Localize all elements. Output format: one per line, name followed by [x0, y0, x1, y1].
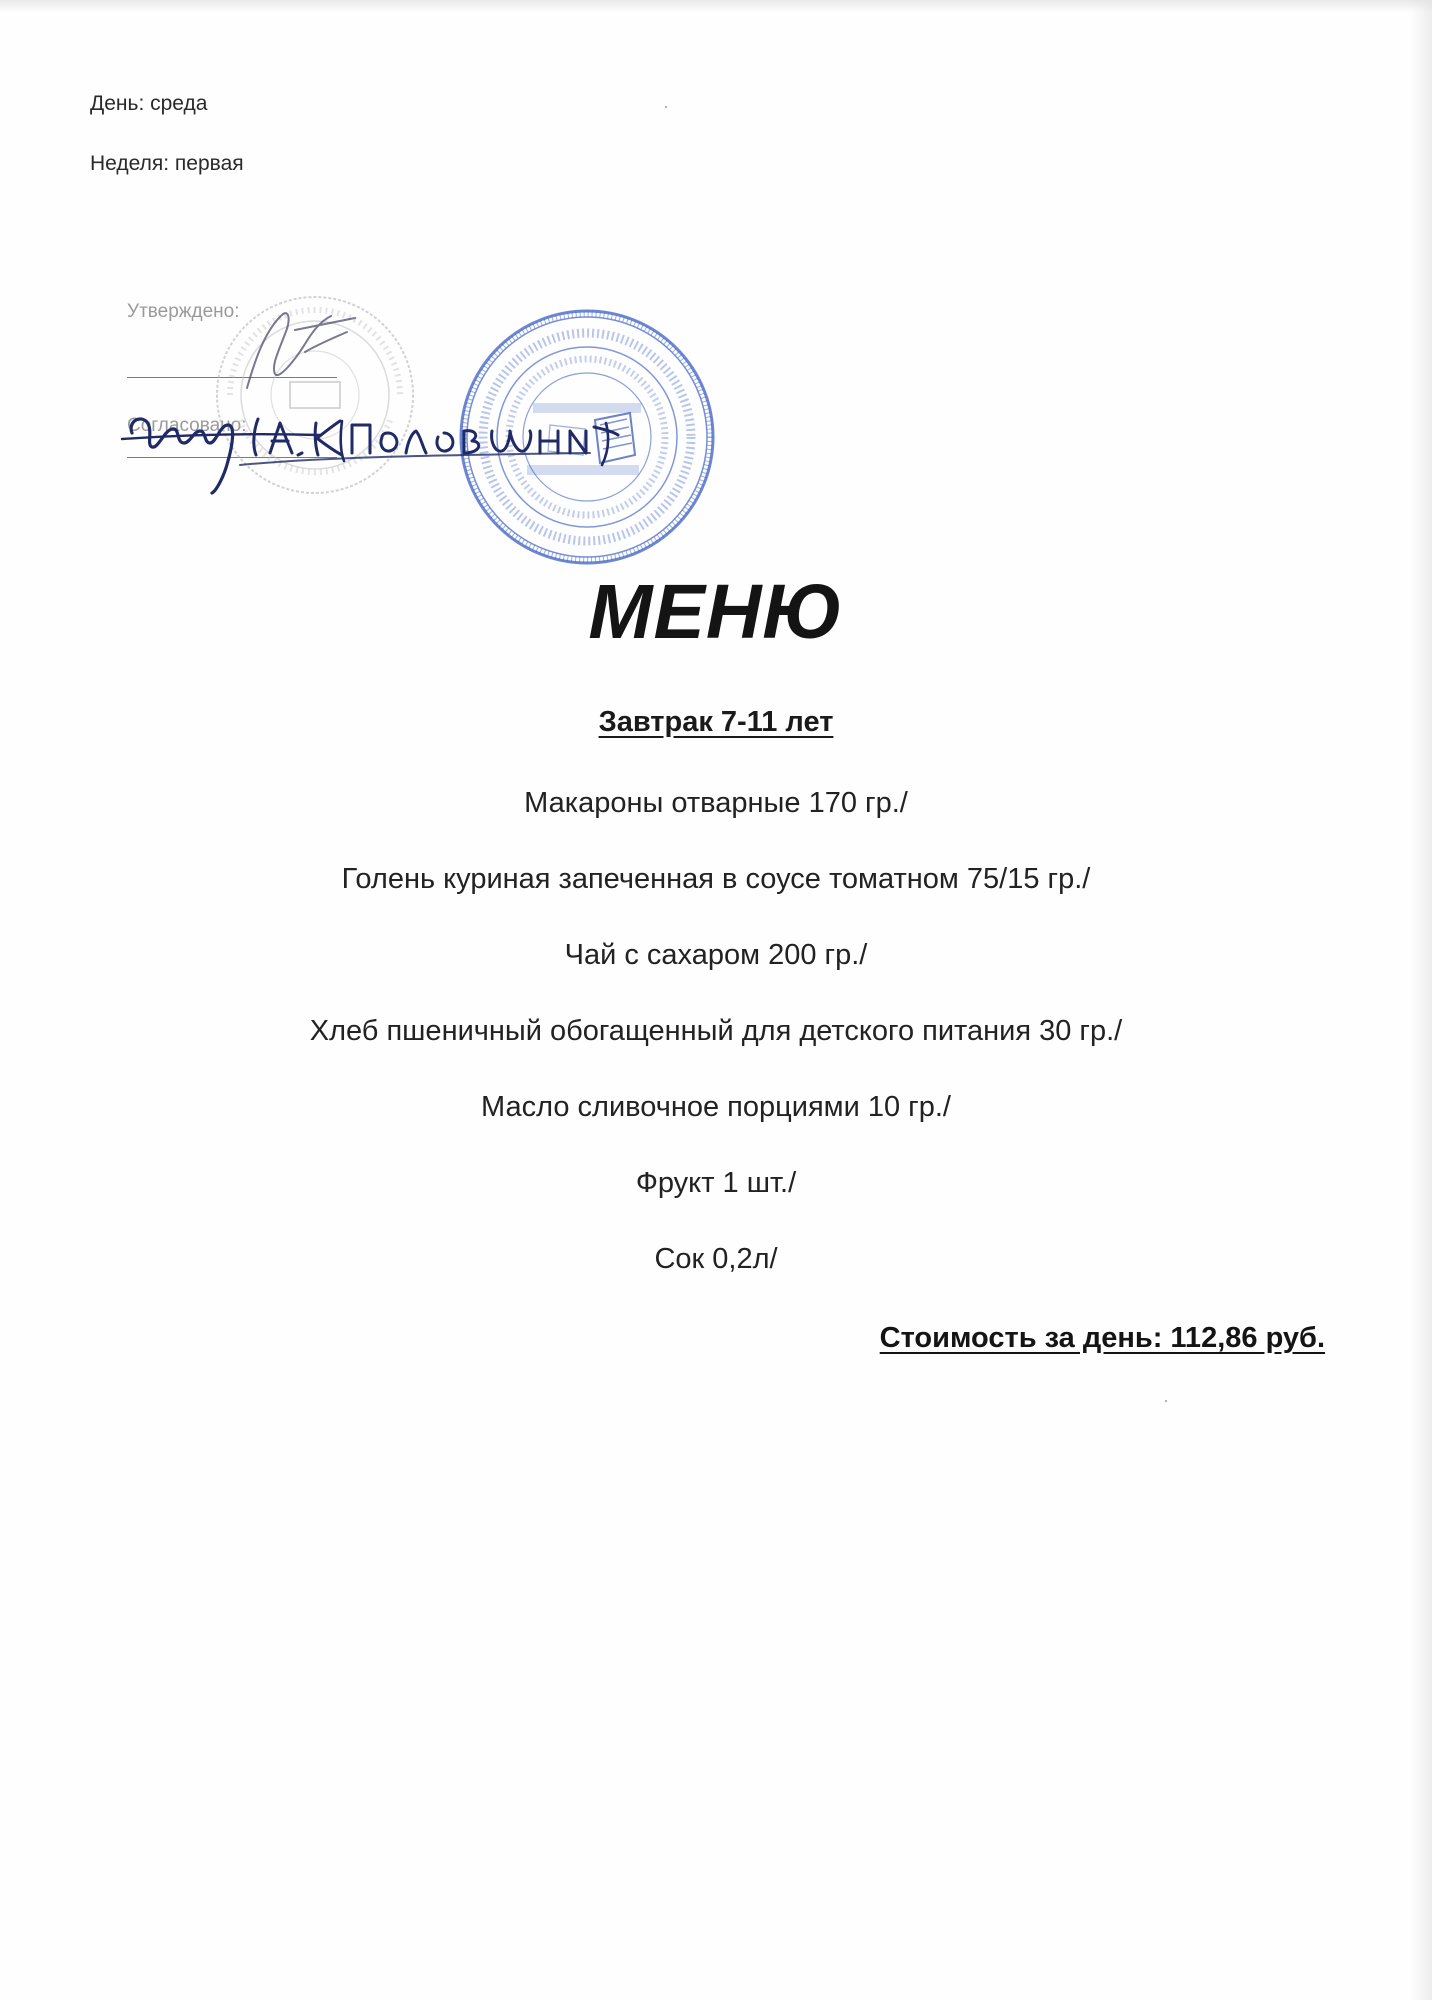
menu-items-list: [0, 780, 1432, 1312]
day-label: День: среда: [90, 92, 208, 115]
menu-item: Макароны отварные 170 гр./: [524, 787, 908, 819]
agreed-signature: [120, 395, 620, 500]
menu-item: Голень куриная запеченная в соусе томатном 75/15 гр./: [341, 863, 1091, 895]
menu-item: Фрукт 1 шт./: [635, 1167, 797, 1199]
week-label: Неделя: первая: [90, 152, 244, 175]
menu-item: Масло сливочное порциями 10 гр./: [481, 1091, 951, 1123]
meal-heading: Завтрак 7-11 лет: [598, 706, 834, 738]
scan-speck: [665, 106, 667, 108]
approver-signature: [235, 300, 365, 400]
agreed-label: Согласовано:: [127, 415, 247, 436]
scan-top-shadow: [0, 0, 1432, 12]
menu-item: Сок 0,2л/: [654, 1243, 778, 1275]
daily-cost-total: Стоимость за день: 112,86 руб.: [879, 1322, 1325, 1354]
scan-speck: [1165, 1400, 1167, 1402]
menu-title: МЕНЮ: [588, 569, 844, 655]
approved-label: Утверждено:: [127, 301, 240, 322]
menu-item: Чай с сахаром 200 гр./: [564, 939, 868, 971]
menu-item: Хлеб пшеничный обогащенный для детского питания 30 гр./: [309, 1015, 1123, 1047]
